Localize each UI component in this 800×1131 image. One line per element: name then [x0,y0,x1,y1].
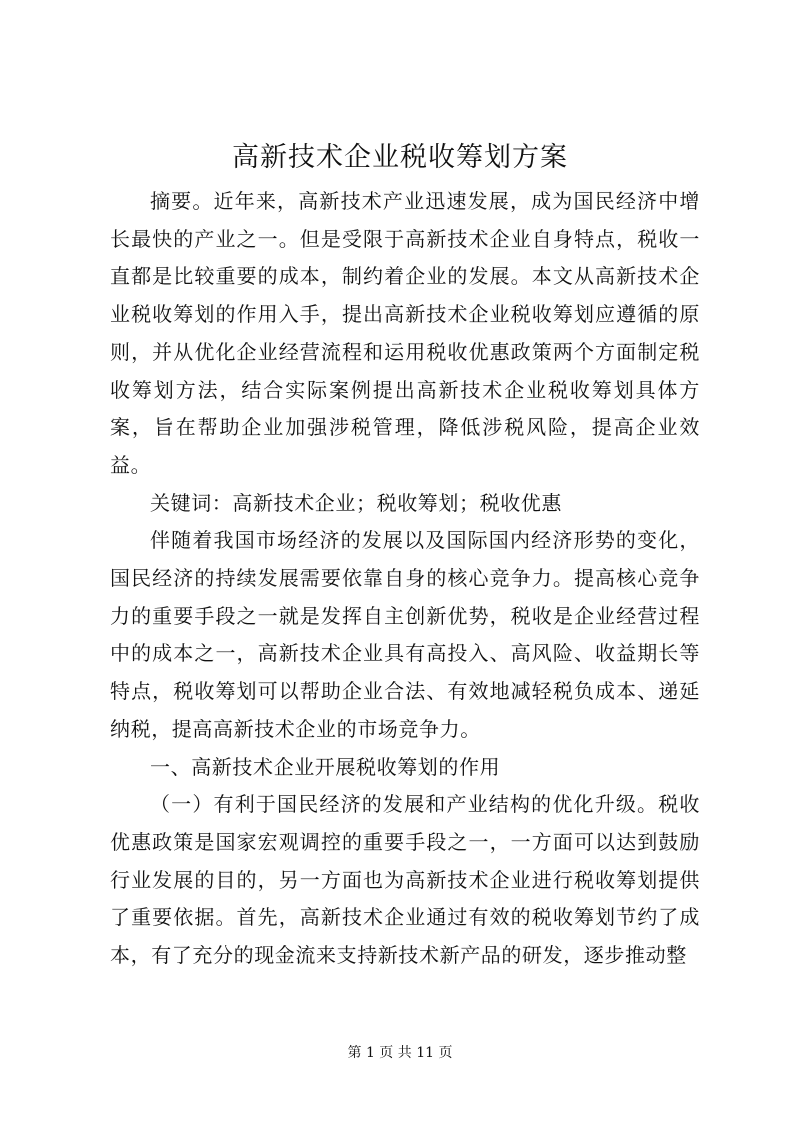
abstract-paragraph: 摘要。近年来，高新技术产业迅速发展，成为国民经济中增长最快的产业之一。但是受限于高新技术企业自身特点，税收一直都是比较重要的成本，制约着企业的发展。本文从高新技术企业税收筹划的作用入手，提出高新技术企业税收筹划应遵循的原则，并从优化企业经营流程和运用税收优惠政策两个方面制定税收筹划方法，结合实际案例提出高新技术企业税收筹划具体方案，旨在帮助企业加强涉税管理，降低涉税风险，提高企业效益。 [110,189,700,477]
document-title: 高新技术企业税收筹划方案 [232,142,568,173]
subsection-paragraph: （一）有利于国民经济的发展和产业结构的优化升级。税收优惠政策是国家宏观调控的重要手段之一，一方面可以达到鼓励行业发展的目的，另一方面也为高新技术企业进行税收筹划提供了重要依据。首先，高新技术企业通过有效的税收筹划节约了成本，有了充分的现金流来支持新技术新产品的研发，逐步推动整 [110,792,700,968]
section-heading: 一、高新技术企业开展税收筹划的作用 [150,754,501,779]
intro-paragraph: 伴随着我国市场经济的发展以及国际国内经济形势的变化，国民经济的持续发展需要依靠自身的核心竞争力。提高核心竞争力的重要手段之一就是发挥自主创新优势，税收是企业经营过程中的成本之一，高新技术企业具有高投入、高风险、收益期长等特点，税收筹划可以帮助企业合法、有效地减轻税负成本、递延纳税，提高高新技术企业的市场竞争力。 [110,528,700,741]
keywords-paragraph: 关键词：高新技术企业；税收筹划；税收优惠 [150,490,562,515]
page-footer: 第 1 页 共 11 页 [347,1045,453,1061]
document-body [110,183,700,975]
